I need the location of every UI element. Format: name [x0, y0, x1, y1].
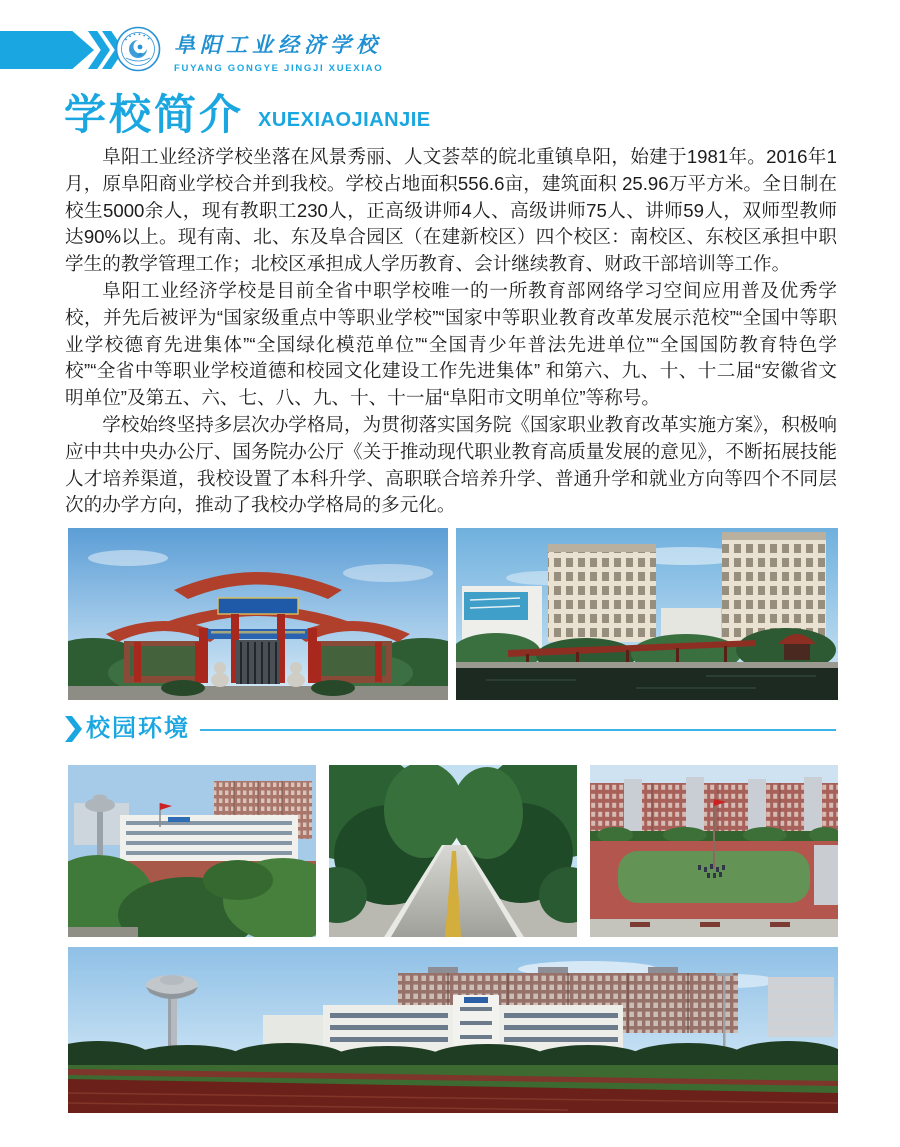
intro-paragraph: 阜阳工业经济学校是目前全省中职学校唯一的一所教育部网络学习空间应用普及优秀学校，并先后被评为“国家级重点中等职业学校”“国家中等职业教育改革发展示范校”“全国中等职业学校德育先进集体”“全国绿化模范单位”“全国青少年普法先进单位”“全国国防教育特色学校”“全省中等职业学校道德和校园文化建设工作先进集体” 和第六、九、十、十二届“安徽省文明单位”及第五、六、七、八、九、十、十一届“阜阳市文明单位”等称号。: [65, 279, 837, 409]
arrow-banner-shape: [0, 31, 94, 69]
intro-paragraph: 阜阳工业经济学校坐落在风景秀丽、人文荟萃的皖北重镇阜阳，始建于1981年。2016年1月，原阜阳商业学校合并到我校。学校占地面积556.6亩，建筑面积 25.96万平方米。全日制在校生5000余人，现有教职工230人，正高级讲师4人、高级讲师75人、讲师59人，双师型教师达90%以上。现有南、北、东及阜合园区（在建新校区）四个校区：南校区、东校区承担中职学生的教学管理工作；北校区承担成人学历教育、会计继续教育、财政干部培训等工作。: [65, 146, 837, 275]
photo-campus-buildings-pond: [456, 528, 838, 700]
campus-section-heading: [64, 716, 836, 742]
heading-rule: [200, 729, 836, 731]
intro-photos-row: [68, 528, 838, 700]
section-chevron-icon: [64, 716, 82, 742]
intro-paragraph: 学校始终坚持多层次办学格局，为贯彻落实国务院《国家职业教育改革实施方案》，积极响应中共中央办公厅、国务院办公厅《关于推动现代职业教育高质量发展的意见》，不断拓展技能人才培养渠道，我校设置了本科升学、高职联合培养升学、普通升学和就业方向等四个不同层次的办学方向，推动了我校办学格局的多元化。: [65, 413, 837, 516]
intro-title-block: [64, 93, 431, 137]
campus-section-title: 校园环境: [86, 715, 190, 742]
school-name-calligraphy: 阜阳工业经济学校: [174, 32, 382, 57]
intro-text-block: [65, 144, 837, 519]
school-logo-emblem-icon: [114, 25, 162, 73]
photo-sports-field: [590, 765, 838, 937]
school-name-pinyin: FUYANG GONGYE JINGJI XUEXIAO: [174, 63, 384, 74]
page-title: 学校简介: [64, 91, 245, 138]
panorama-figure: [68, 947, 838, 1113]
photo-campus-panorama: [68, 947, 838, 1113]
school-logo: [114, 25, 162, 78]
photo-school-gate: [68, 528, 448, 700]
page-title-pinyin: XUEXIAOJIANJIE: [258, 109, 431, 132]
school-name-block: [174, 29, 383, 74]
photo-tree-lined-road: [329, 765, 577, 937]
photo-campus-green-view: [68, 765, 316, 937]
campus-photos-row: [68, 765, 838, 937]
